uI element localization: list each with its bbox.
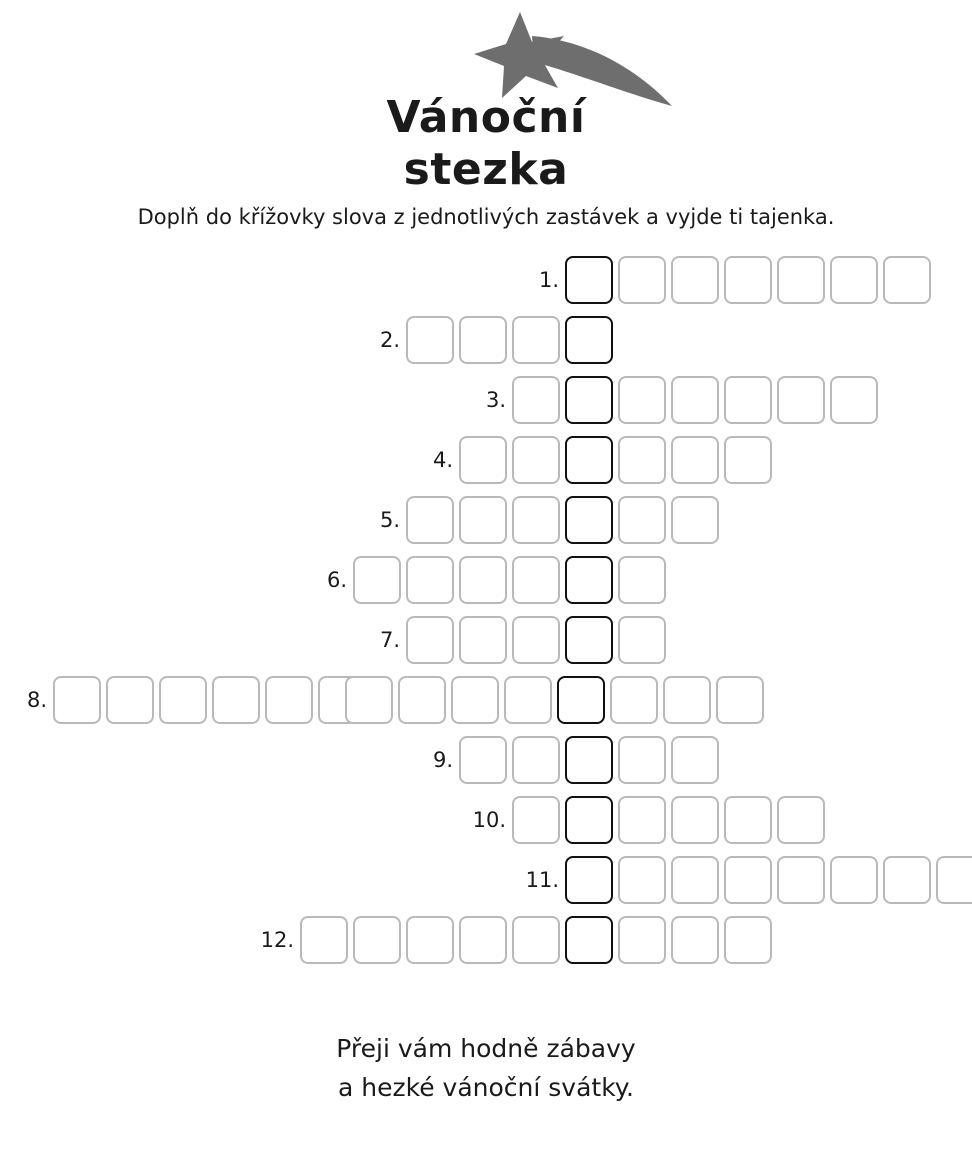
crossword-cell-group xyxy=(353,556,671,604)
crossword-cell-group xyxy=(512,376,883,424)
crossword-cell[interactable] xyxy=(618,436,666,484)
crossword-cell-highlighted[interactable] xyxy=(565,796,613,844)
crossword-cell[interactable] xyxy=(512,496,560,544)
crossword-cell[interactable] xyxy=(618,616,666,664)
crossword-cell[interactable] xyxy=(459,316,507,364)
crossword-cell[interactable] xyxy=(406,316,454,364)
crossword-cell[interactable] xyxy=(618,256,666,304)
crossword-cell[interactable] xyxy=(830,256,878,304)
crossword-cell[interactable] xyxy=(345,676,393,724)
page-header xyxy=(0,0,972,200)
crossword-cell[interactable] xyxy=(512,916,560,964)
crossword-cell-group xyxy=(565,256,936,304)
crossword-cell-group xyxy=(565,856,972,904)
crossword-cell[interactable] xyxy=(406,496,454,544)
crossword-cell[interactable] xyxy=(724,256,772,304)
crossword-cell-highlighted[interactable] xyxy=(565,856,613,904)
crossword-cell-group xyxy=(345,676,769,724)
crossword-cell[interactable] xyxy=(353,916,401,964)
crossword-row xyxy=(0,376,972,432)
crossword-cell[interactable] xyxy=(663,676,711,724)
crossword-cell[interactable] xyxy=(53,676,101,724)
crossword-cell-group xyxy=(406,316,618,364)
closing-message xyxy=(0,1030,972,1108)
crossword-cell[interactable] xyxy=(398,676,446,724)
crossword-cell[interactable] xyxy=(883,856,931,904)
crossword-row xyxy=(0,916,972,972)
crossword-cell[interactable] xyxy=(406,556,454,604)
crossword-cell[interactable] xyxy=(724,916,772,964)
crossword-cell[interactable] xyxy=(777,796,825,844)
crossword-cell[interactable] xyxy=(671,496,719,544)
crossword-cell[interactable] xyxy=(512,436,560,484)
crossword-row xyxy=(0,496,972,552)
crossword-row-number: 9. xyxy=(432,748,453,772)
crossword-row xyxy=(0,436,972,492)
crossword-cell[interactable] xyxy=(406,616,454,664)
crossword-row-number: 2. xyxy=(379,328,400,352)
crossword-cell[interactable] xyxy=(512,616,560,664)
crossword-cell[interactable] xyxy=(671,796,719,844)
crossword-cell[interactable] xyxy=(459,916,507,964)
crossword-cell[interactable] xyxy=(406,916,454,964)
crossword-cell[interactable] xyxy=(512,556,560,604)
crossword-cell-group xyxy=(406,616,671,664)
crossword-cell-highlighted[interactable] xyxy=(565,556,613,604)
crossword-cell[interactable] xyxy=(777,256,825,304)
crossword-cell-highlighted[interactable] xyxy=(565,496,613,544)
crossword-row xyxy=(0,676,972,732)
crossword-cell[interactable] xyxy=(671,856,719,904)
crossword-cell[interactable] xyxy=(618,736,666,784)
crossword-cell[interactable] xyxy=(512,736,560,784)
crossword-row xyxy=(0,556,972,612)
crossword-cell[interactable] xyxy=(300,916,348,964)
crossword-cell[interactable] xyxy=(671,436,719,484)
crossword-cell[interactable] xyxy=(671,256,719,304)
crossword-row-number: 4. xyxy=(432,448,453,472)
page-title-line-1: Vánoční xyxy=(386,92,586,143)
crossword-row-number: 1. xyxy=(538,268,559,292)
crossword-row-number: 11. xyxy=(525,868,559,892)
crossword-cell-highlighted[interactable] xyxy=(565,736,613,784)
crossword-row xyxy=(0,616,972,672)
crossword-cell[interactable] xyxy=(459,496,507,544)
crossword-cell[interactable] xyxy=(512,376,560,424)
crossword-cell[interactable] xyxy=(618,916,666,964)
crossword-cell-group xyxy=(300,916,777,964)
crossword-row xyxy=(0,316,972,372)
crossword-cell[interactable] xyxy=(512,316,560,364)
crossword-row-number: 7. xyxy=(379,628,400,652)
crossword-row-number: 12. xyxy=(260,928,294,952)
crossword-cell-group xyxy=(406,496,724,544)
crossword-cell[interactable] xyxy=(265,676,313,724)
crossword-cell[interactable] xyxy=(618,556,666,604)
crossword-row-number: 6. xyxy=(326,568,347,592)
crossword-cell-highlighted[interactable] xyxy=(557,676,605,724)
crossword-cell[interactable] xyxy=(353,556,401,604)
crossword-cell[interactable] xyxy=(671,376,719,424)
crossword-cell[interactable] xyxy=(610,676,658,724)
crossword-cell-highlighted[interactable] xyxy=(565,916,613,964)
crossword-cell[interactable] xyxy=(724,436,772,484)
crossword-cell-group xyxy=(459,436,777,484)
crossword-row-number: 10. xyxy=(472,808,506,832)
crossword-cell[interactable] xyxy=(618,376,666,424)
crossword-cell[interactable] xyxy=(451,676,499,724)
crossword-row xyxy=(0,796,972,852)
crossword-cell[interactable] xyxy=(106,676,154,724)
crossword-cell[interactable] xyxy=(459,436,507,484)
crossword-cell-highlighted[interactable] xyxy=(565,256,613,304)
crossword-cell[interactable] xyxy=(671,736,719,784)
crossword-cell[interactable] xyxy=(716,676,764,724)
crossword-cell[interactable] xyxy=(777,376,825,424)
crossword-row xyxy=(0,256,972,312)
crossword-cell[interactable] xyxy=(459,556,507,604)
crossword-cell-group xyxy=(512,796,830,844)
crossword-cell-highlighted[interactable] xyxy=(565,616,613,664)
closing-message-line-1: Přeji vám hodně zábavy xyxy=(336,1034,636,1063)
crossword-cell[interactable] xyxy=(936,856,972,904)
closing-message-line-2: a hezké vánoční svátky. xyxy=(338,1072,634,1102)
crossword-row-number: 3. xyxy=(485,388,506,412)
crossword-cell[interactable] xyxy=(618,856,666,904)
crossword-row xyxy=(0,856,972,912)
page-title xyxy=(0,92,972,196)
crossword-cell[interactable] xyxy=(618,796,666,844)
crossword-cell-highlighted[interactable] xyxy=(565,436,613,484)
crossword-row xyxy=(0,736,972,792)
crossword-row-number: 5. xyxy=(379,508,400,532)
crossword-cell[interactable] xyxy=(159,676,207,724)
crossword-cell[interactable] xyxy=(724,856,772,904)
crossword-cell-group xyxy=(459,736,724,784)
crossword-row-number: 8. xyxy=(26,688,47,712)
crossword-cell[interactable] xyxy=(883,256,931,304)
crossword-cell-highlighted[interactable] xyxy=(565,316,613,364)
page-title-line-2: stezka xyxy=(403,143,569,195)
crossword-grid xyxy=(0,256,972,976)
crossword-cell[interactable] xyxy=(212,676,260,724)
crossword-cell[interactable] xyxy=(504,676,552,724)
crossword-cell[interactable] xyxy=(777,856,825,904)
crossword-cell[interactable] xyxy=(724,796,772,844)
crossword-cell[interactable] xyxy=(724,376,772,424)
crossword-cell[interactable] xyxy=(671,916,719,964)
crossword-cell[interactable] xyxy=(830,856,878,904)
crossword-cell[interactable] xyxy=(618,496,666,544)
crossword-cell[interactable] xyxy=(459,616,507,664)
instructions-text: Doplň do křížovky slova z jednotlivých zastávek a vyjde ti tajenka. xyxy=(137,205,835,229)
crossword-cell[interactable] xyxy=(459,736,507,784)
crossword-cell[interactable] xyxy=(512,796,560,844)
crossword-cell-highlighted[interactable] xyxy=(565,376,613,424)
crossword-cell-group xyxy=(53,676,371,724)
crossword-cell[interactable] xyxy=(830,376,878,424)
